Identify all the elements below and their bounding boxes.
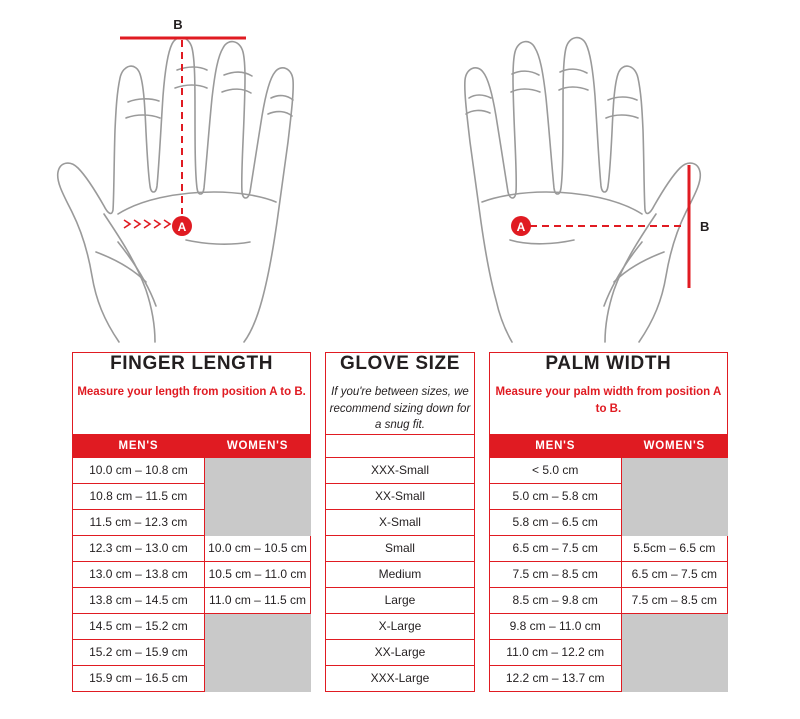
gap-cell	[311, 588, 326, 614]
panel-title-palm-width: PALM WIDTH	[545, 353, 672, 374]
gap-cell	[474, 536, 489, 562]
left-label-b: B	[173, 17, 183, 32]
table-row	[73, 536, 728, 562]
table-row	[73, 484, 728, 510]
gap-cell	[474, 458, 489, 484]
table-row	[73, 666, 728, 692]
cell-palm-mens: 11.0 cm – 12.2 cm	[489, 640, 621, 666]
gap-left-subhead	[311, 435, 326, 458]
cell-palm-womens: 5.5cm – 6.5 cm	[621, 536, 727, 562]
cell-glove-size: XXX-Small	[326, 458, 475, 484]
cell-palm-womens: 7.5 cm – 8.5 cm	[621, 588, 727, 614]
panel-title-glove-size: GLOVE SIZE	[339, 353, 460, 374]
size-chart	[72, 352, 728, 692]
panel-header-finger-length	[73, 353, 311, 435]
panel-subtitle-finger-length: Measure your length from position A to B.	[77, 386, 306, 398]
size-chart-table	[72, 352, 728, 692]
cell-finger-womens	[204, 614, 310, 640]
glove-measurement-illustration	[0, 0, 800, 352]
col-header-glove-size	[326, 435, 475, 458]
gap-cell	[311, 536, 326, 562]
cell-palm-womens	[621, 614, 727, 640]
right-glove-outline	[465, 38, 701, 342]
cell-finger-mens: 15.2 cm – 15.9 cm	[73, 640, 205, 666]
cell-palm-womens	[621, 666, 727, 692]
table-row	[73, 588, 728, 614]
panel-header-glove-size	[326, 353, 475, 435]
col-header-palm-womens: WOMEN'S	[621, 435, 727, 458]
cell-palm-womens	[621, 484, 727, 510]
cell-palm-mens: 12.2 cm – 13.7 cm	[489, 666, 621, 692]
table-row	[73, 614, 728, 640]
cell-palm-mens: < 5.0 cm	[489, 458, 621, 484]
cell-finger-mens: 13.0 cm – 13.8 cm	[73, 562, 205, 588]
gap-cell	[311, 666, 326, 692]
cell-palm-womens: 6.5 cm – 7.5 cm	[621, 562, 727, 588]
gap-cell	[311, 562, 326, 588]
cell-finger-womens	[204, 510, 310, 536]
col-header-finger-womens: WOMEN'S	[204, 435, 310, 458]
cell-palm-womens	[621, 458, 727, 484]
cell-glove-size: X-Small	[326, 510, 475, 536]
cell-palm-mens: 5.8 cm – 6.5 cm	[489, 510, 621, 536]
cell-palm-womens	[621, 640, 727, 666]
cell-glove-size: Small	[326, 536, 475, 562]
cell-finger-mens: 14.5 cm – 15.2 cm	[73, 614, 205, 640]
cell-finger-womens	[204, 640, 310, 666]
column-header-row	[73, 435, 728, 458]
gap-right-subhead	[474, 435, 489, 458]
gap-cell	[311, 484, 326, 510]
gap-right	[474, 353, 489, 435]
cell-finger-womens: 11.0 cm – 11.5 cm	[204, 588, 310, 614]
gap-cell	[474, 484, 489, 510]
cell-palm-mens: 5.0 cm – 5.8 cm	[489, 484, 621, 510]
cell-palm-mens: 8.5 cm – 9.8 cm	[489, 588, 621, 614]
left-glove-outline	[58, 38, 294, 342]
cell-finger-mens: 13.8 cm – 14.5 cm	[73, 588, 205, 614]
cell-glove-size: X-Large	[326, 614, 475, 640]
gap-cell	[474, 510, 489, 536]
panel-header-palm-width	[489, 353, 727, 435]
gap-left	[311, 353, 326, 435]
gap-cell	[311, 614, 326, 640]
gap-cell	[474, 614, 489, 640]
cell-finger-womens	[204, 484, 310, 510]
cell-finger-mens: 10.0 cm – 10.8 cm	[73, 458, 205, 484]
gap-cell	[474, 666, 489, 692]
table-row	[73, 510, 728, 536]
col-header-palm-mens: MEN'S	[489, 435, 621, 458]
cell-finger-womens	[204, 458, 310, 484]
gap-cell	[474, 640, 489, 666]
left-arrow-cluster	[124, 220, 170, 228]
cell-finger-womens	[204, 666, 310, 692]
panel-header-row	[73, 353, 728, 435]
gap-cell	[474, 562, 489, 588]
cell-finger-mens: 10.8 cm – 11.5 cm	[73, 484, 205, 510]
table-row	[73, 458, 728, 484]
cell-glove-size: Large	[326, 588, 475, 614]
cell-finger-mens: 15.9 cm – 16.5 cm	[73, 666, 205, 692]
cell-finger-womens: 10.5 cm – 11.0 cm	[204, 562, 310, 588]
cell-glove-size: Medium	[326, 562, 475, 588]
cell-finger-mens: 12.3 cm – 13.0 cm	[73, 536, 205, 562]
table-row	[73, 562, 728, 588]
gap-cell	[311, 510, 326, 536]
right-label-b: B	[700, 219, 710, 234]
gap-cell	[311, 458, 326, 484]
left-label-a: A	[177, 220, 187, 234]
cell-glove-size: XX-Small	[326, 484, 475, 510]
right-label-a: A	[516, 220, 526, 234]
cell-glove-size: XX-Large	[326, 640, 475, 666]
gap-cell	[474, 588, 489, 614]
table-row	[73, 640, 728, 666]
cell-glove-size: XXX-Large	[326, 666, 475, 692]
panel-subtitle-palm-width: Measure your palm width from position A to B.	[495, 386, 722, 415]
panel-title-finger-length: FINGER LENGTH	[110, 353, 274, 374]
gap-cell	[311, 640, 326, 666]
panel-subtitle-glove-size: If you're between sizes, we recommend sizing down for a snug fit.	[329, 386, 471, 432]
cell-palm-mens: 9.8 cm – 11.0 cm	[489, 614, 621, 640]
cell-palm-mens: 7.5 cm – 8.5 cm	[489, 562, 621, 588]
col-header-finger-mens: MEN'S	[73, 435, 205, 458]
cell-finger-womens: 10.0 cm – 10.5 cm	[204, 536, 310, 562]
cell-palm-mens: 6.5 cm – 7.5 cm	[489, 536, 621, 562]
cell-palm-womens	[621, 510, 727, 536]
cell-finger-mens: 11.5 cm – 12.3 cm	[73, 510, 205, 536]
